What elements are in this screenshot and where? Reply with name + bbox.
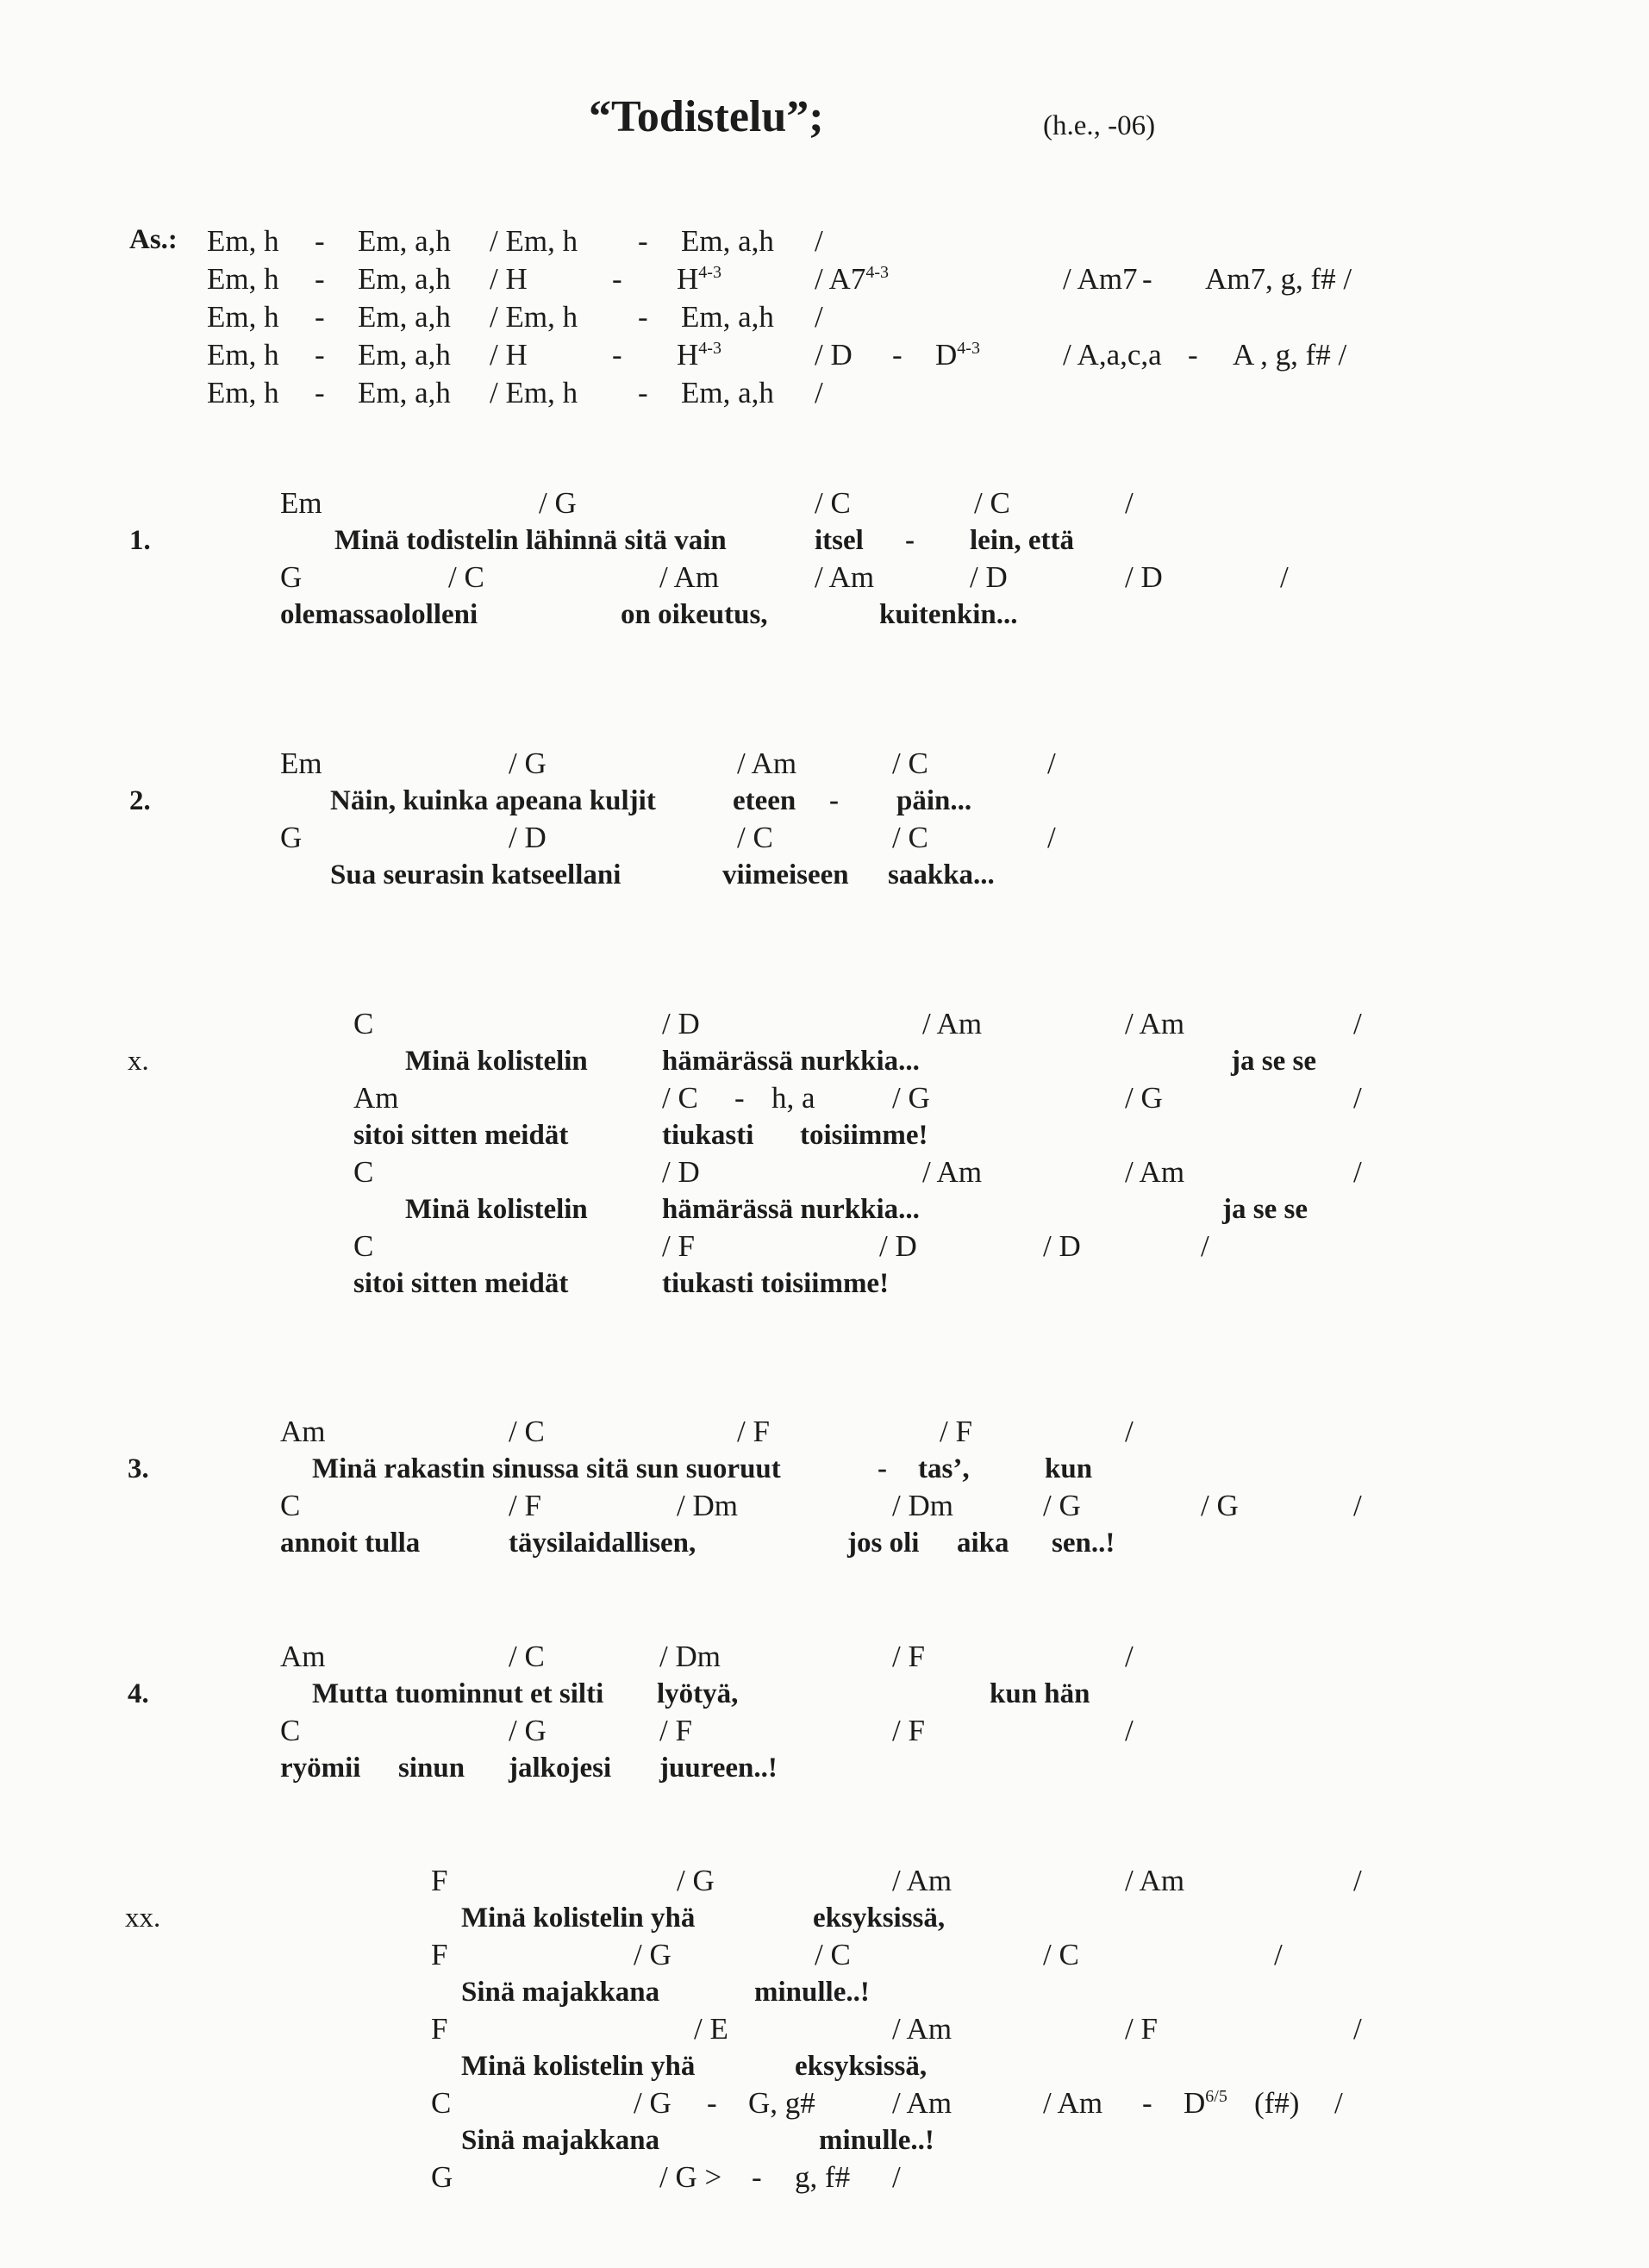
chord: / Am bbox=[892, 2086, 953, 2120]
intro-chord: Em, h bbox=[207, 262, 279, 296]
chord: / G bbox=[539, 486, 577, 520]
chord: F bbox=[431, 1938, 448, 1971]
lyric: Sua seurasin katseellani bbox=[330, 859, 621, 890]
lyric: ja se se bbox=[1222, 1194, 1308, 1225]
lyric: hämärässä nurkkia... bbox=[662, 1046, 920, 1077]
chord: - bbox=[1142, 2086, 1152, 2120]
chord: / Am bbox=[892, 2012, 953, 2046]
lyric: kuitenkin... bbox=[879, 599, 1018, 630]
lyric: Sinä majakkana bbox=[461, 2125, 660, 2156]
chord: / G bbox=[892, 1081, 930, 1115]
chord: C bbox=[280, 1714, 301, 1747]
lyric: Minä kolistelin yhä bbox=[461, 1902, 696, 1934]
lyric: Minä rakastin sinussa sitä sun suoruut bbox=[312, 1453, 781, 1484]
chord: / Am bbox=[1125, 1007, 1185, 1040]
lyric: ja se se bbox=[1231, 1046, 1316, 1077]
intro-chord: $H^{4-3}$ bbox=[677, 338, 721, 372]
chord: / C bbox=[815, 486, 851, 520]
lyric: Sinä majakkana bbox=[461, 1977, 660, 2008]
chord: / bbox=[1274, 1938, 1283, 1971]
chord: / D bbox=[1125, 560, 1163, 594]
chord: / bbox=[1353, 1489, 1362, 1522]
intro-chord: Em, a,h bbox=[358, 224, 451, 258]
intro-chord: - bbox=[612, 338, 622, 372]
intro-chord: / A,a,c,a bbox=[1063, 338, 1162, 372]
chord: / Dm bbox=[677, 1489, 738, 1522]
intro-chord: - bbox=[638, 300, 648, 334]
chord: / G bbox=[677, 1864, 715, 1897]
intro-chord: $D^{4-3}$ bbox=[935, 338, 980, 372]
intro-chord: Em, a,h bbox=[358, 300, 451, 334]
lyric: päin... bbox=[896, 785, 972, 816]
chord: / bbox=[1353, 1155, 1362, 1189]
chord: / C bbox=[892, 821, 928, 854]
chord: Am bbox=[353, 1081, 399, 1115]
lyric: tiukasti bbox=[662, 1120, 754, 1151]
intro-chord: Em, a,h bbox=[681, 224, 774, 258]
intro-chord: - bbox=[1188, 338, 1198, 372]
intro-chord: Am7, g, f# / bbox=[1205, 262, 1352, 296]
intro-chord: / Em, h bbox=[490, 224, 578, 258]
chord: / bbox=[1353, 1007, 1362, 1040]
lyric: - bbox=[829, 785, 839, 816]
chord: Em bbox=[280, 486, 322, 520]
lyric: viimeiseen bbox=[722, 859, 849, 890]
chord: / F bbox=[509, 1489, 541, 1522]
chord: C bbox=[353, 1007, 374, 1040]
chord: F bbox=[431, 1864, 448, 1897]
intro-chord: Em, h bbox=[207, 224, 279, 258]
chord: / C bbox=[509, 1640, 545, 1673]
chorus-label: xx. bbox=[125, 1902, 161, 1934]
chord: / Am bbox=[922, 1155, 983, 1189]
chord: / bbox=[1201, 1229, 1209, 1263]
chord: / Am bbox=[922, 1007, 983, 1040]
chord: C bbox=[280, 1489, 301, 1522]
lyric: annoit tulla bbox=[280, 1528, 421, 1559]
chord: / F bbox=[662, 1229, 695, 1263]
intro-chord: Em, a,h bbox=[358, 262, 451, 296]
chord: / F bbox=[892, 1714, 925, 1747]
chord: / F bbox=[940, 1415, 972, 1448]
chord: / Am bbox=[659, 560, 720, 594]
chord: / C bbox=[1043, 1938, 1079, 1971]
chord: / C bbox=[892, 747, 928, 780]
intro-chord: Em, h bbox=[207, 376, 279, 409]
chord: - bbox=[752, 2160, 762, 2194]
lyric: toisiimme! bbox=[800, 1120, 928, 1151]
intro-chord: - bbox=[315, 262, 325, 296]
chord: / bbox=[1125, 1415, 1134, 1448]
lyric: kun hän bbox=[990, 1678, 1090, 1709]
chord: / G bbox=[634, 1938, 671, 1971]
chord: h, a bbox=[771, 1081, 815, 1115]
chord: / bbox=[1047, 821, 1056, 854]
intro-chord: - bbox=[892, 338, 903, 372]
lyric: jalkojesi bbox=[509, 1753, 612, 1784]
chord: / G bbox=[509, 1714, 547, 1747]
lyric: Minä kolistelin bbox=[405, 1194, 588, 1225]
chord: / bbox=[1353, 2012, 1362, 2046]
chord: g, f# bbox=[795, 2160, 851, 2194]
chord: / Dm bbox=[659, 1640, 721, 1673]
intro-chord: Em, a,h bbox=[681, 376, 774, 409]
lyric: sen..! bbox=[1052, 1528, 1115, 1559]
intro-label: As.: bbox=[129, 224, 178, 255]
lyric: Minä kolistelin yhä bbox=[461, 2051, 696, 2082]
chord: / Am bbox=[1125, 1155, 1185, 1189]
chord: / Am bbox=[1043, 2086, 1103, 2120]
chord: / Am bbox=[892, 1864, 953, 1897]
chord: / F bbox=[737, 1415, 770, 1448]
verse-label: 3. bbox=[128, 1453, 149, 1484]
lyric: minulle..! bbox=[754, 1977, 870, 2008]
chord: G bbox=[280, 821, 303, 854]
lyric: tas’, bbox=[918, 1453, 970, 1484]
chord: C bbox=[431, 2086, 452, 2120]
song-title: “Todistelu”; bbox=[589, 92, 824, 141]
intro-chord: / Em, h bbox=[490, 300, 578, 334]
chord: / Dm bbox=[892, 1489, 953, 1522]
chord: / G bbox=[509, 747, 547, 780]
lyric: Mutta tuominnut et silti bbox=[312, 1678, 604, 1709]
intro-chord: - bbox=[638, 376, 648, 409]
lyric: juureen..! bbox=[659, 1753, 778, 1784]
lyric: saakka... bbox=[888, 859, 995, 890]
intro-chord: - bbox=[315, 300, 325, 334]
chord: - bbox=[707, 2086, 717, 2120]
chord: / D bbox=[662, 1155, 700, 1189]
chord: G bbox=[280, 560, 303, 594]
chord: / D bbox=[879, 1229, 917, 1263]
intro-chord: Em, h bbox=[207, 338, 279, 372]
intro-chord: - bbox=[1142, 262, 1152, 296]
chord: / C bbox=[974, 486, 1010, 520]
chord: C bbox=[353, 1229, 374, 1263]
chord: / Am bbox=[815, 560, 875, 594]
intro-chord: / bbox=[815, 376, 823, 409]
lyric: hämärässä nurkkia... bbox=[662, 1194, 920, 1225]
chord: / C bbox=[662, 1081, 698, 1115]
verse-label: 4. bbox=[128, 1678, 149, 1709]
intro-chord: / bbox=[815, 300, 823, 334]
lyric: aika bbox=[957, 1528, 1009, 1559]
lyric: Minä todistelin lähinnä sitä vain bbox=[334, 525, 727, 556]
intro-chord: $H^{4-3}$ bbox=[677, 262, 721, 296]
verse-label: 1. bbox=[129, 525, 151, 556]
chorus-label: x. bbox=[128, 1046, 149, 1077]
chord: (f#) bbox=[1254, 2086, 1300, 2120]
chord: / G > bbox=[659, 2160, 722, 2194]
chord: / bbox=[1125, 486, 1134, 520]
lyric: eksyksissä, bbox=[813, 1902, 946, 1934]
intro-chord: Em, a,h bbox=[358, 376, 451, 409]
chord: / F bbox=[1125, 2012, 1158, 2046]
chord: / G bbox=[1201, 1489, 1239, 1522]
chord: / bbox=[1353, 1864, 1362, 1897]
lyric: Näin, kuinka apeana kuljit bbox=[330, 785, 656, 816]
lyric: sitoi sitten meidät bbox=[353, 1120, 569, 1151]
intro-chord: - bbox=[638, 224, 648, 258]
chord: / D bbox=[970, 560, 1008, 594]
chord: / bbox=[1047, 747, 1056, 780]
chord: / D bbox=[662, 1007, 700, 1040]
lyric: jos oli bbox=[847, 1528, 920, 1559]
intro-chord: Em, a,h bbox=[681, 300, 774, 334]
chord: / bbox=[1280, 560, 1289, 594]
chord: Am bbox=[280, 1415, 326, 1448]
chord: G bbox=[431, 2160, 453, 2194]
chord: Em bbox=[280, 747, 322, 780]
chord: - bbox=[734, 1081, 745, 1115]
chord: / G bbox=[634, 2086, 671, 2120]
song-subtitle: (h.e., -06) bbox=[1043, 110, 1156, 141]
lyric: lyötyä, bbox=[657, 1678, 739, 1709]
chord: / C bbox=[509, 1415, 545, 1448]
chord: / bbox=[1334, 2086, 1343, 2120]
lyric: lein, että bbox=[970, 525, 1074, 556]
chord: / bbox=[1125, 1640, 1134, 1673]
intro-chord: / H bbox=[490, 338, 528, 372]
chord: / G bbox=[1043, 1489, 1081, 1522]
lyric: eksyksissä, bbox=[795, 2051, 928, 2082]
chord: / C bbox=[737, 821, 773, 854]
chord: / bbox=[1125, 1714, 1134, 1747]
lyric: kun bbox=[1045, 1453, 1093, 1484]
chord: / bbox=[1353, 1081, 1362, 1115]
lyric: olemassaololleni bbox=[280, 599, 478, 630]
intro-chord: A , g, f# / bbox=[1233, 338, 1347, 372]
chord: / F bbox=[892, 1640, 925, 1673]
chord: Am bbox=[280, 1640, 326, 1673]
intro-chord: - bbox=[315, 224, 325, 258]
lyric: sinun bbox=[398, 1753, 465, 1784]
chord: / bbox=[892, 2160, 901, 2194]
chord: G, g# bbox=[748, 2086, 815, 2120]
intro-chord: / Em, h bbox=[490, 376, 578, 409]
chord: $D^{6/5}$ bbox=[1184, 2086, 1227, 2120]
chord: F bbox=[431, 2012, 448, 2046]
chord: / D bbox=[1043, 1229, 1081, 1263]
intro-chord: / D bbox=[815, 338, 853, 372]
intro-chord: - bbox=[612, 262, 622, 296]
verse-label: 2. bbox=[129, 785, 151, 816]
chord: / C bbox=[448, 560, 484, 594]
intro-chord: - bbox=[315, 338, 325, 372]
chord: / E bbox=[694, 2012, 728, 2046]
chord: / C bbox=[815, 1938, 851, 1971]
intro-chord: / A7$^{4-3}$ bbox=[815, 262, 889, 296]
intro-chord: Em, h bbox=[207, 300, 279, 334]
lyric: täysilaidallisen, bbox=[509, 1528, 696, 1559]
intro-chord: - bbox=[315, 376, 325, 409]
lyric: eteen bbox=[733, 785, 796, 816]
intro-chord: / Am7 bbox=[1063, 262, 1138, 296]
intro-chord: / H bbox=[490, 262, 528, 296]
lyric: minulle..! bbox=[819, 2125, 934, 2156]
lyric: tiukasti toisiimme! bbox=[662, 1268, 890, 1299]
lyric: on oikeutus, bbox=[621, 599, 768, 630]
lyric: ryömii bbox=[280, 1753, 361, 1784]
chord: / Am bbox=[1125, 1864, 1185, 1897]
lyric: - bbox=[878, 1453, 887, 1484]
intro-chord: / bbox=[815, 224, 823, 258]
lyric: itsel bbox=[815, 525, 864, 556]
intro-chord: Em, a,h bbox=[358, 338, 451, 372]
chord: / Am bbox=[737, 747, 797, 780]
lyric: - bbox=[905, 525, 915, 556]
chord: / G bbox=[1125, 1081, 1163, 1115]
chord: / F bbox=[659, 1714, 692, 1747]
chord: / D bbox=[509, 821, 547, 854]
lyric: Minä kolistelin bbox=[405, 1046, 588, 1077]
chord: C bbox=[353, 1155, 374, 1189]
lyric: sitoi sitten meidät bbox=[353, 1268, 569, 1299]
